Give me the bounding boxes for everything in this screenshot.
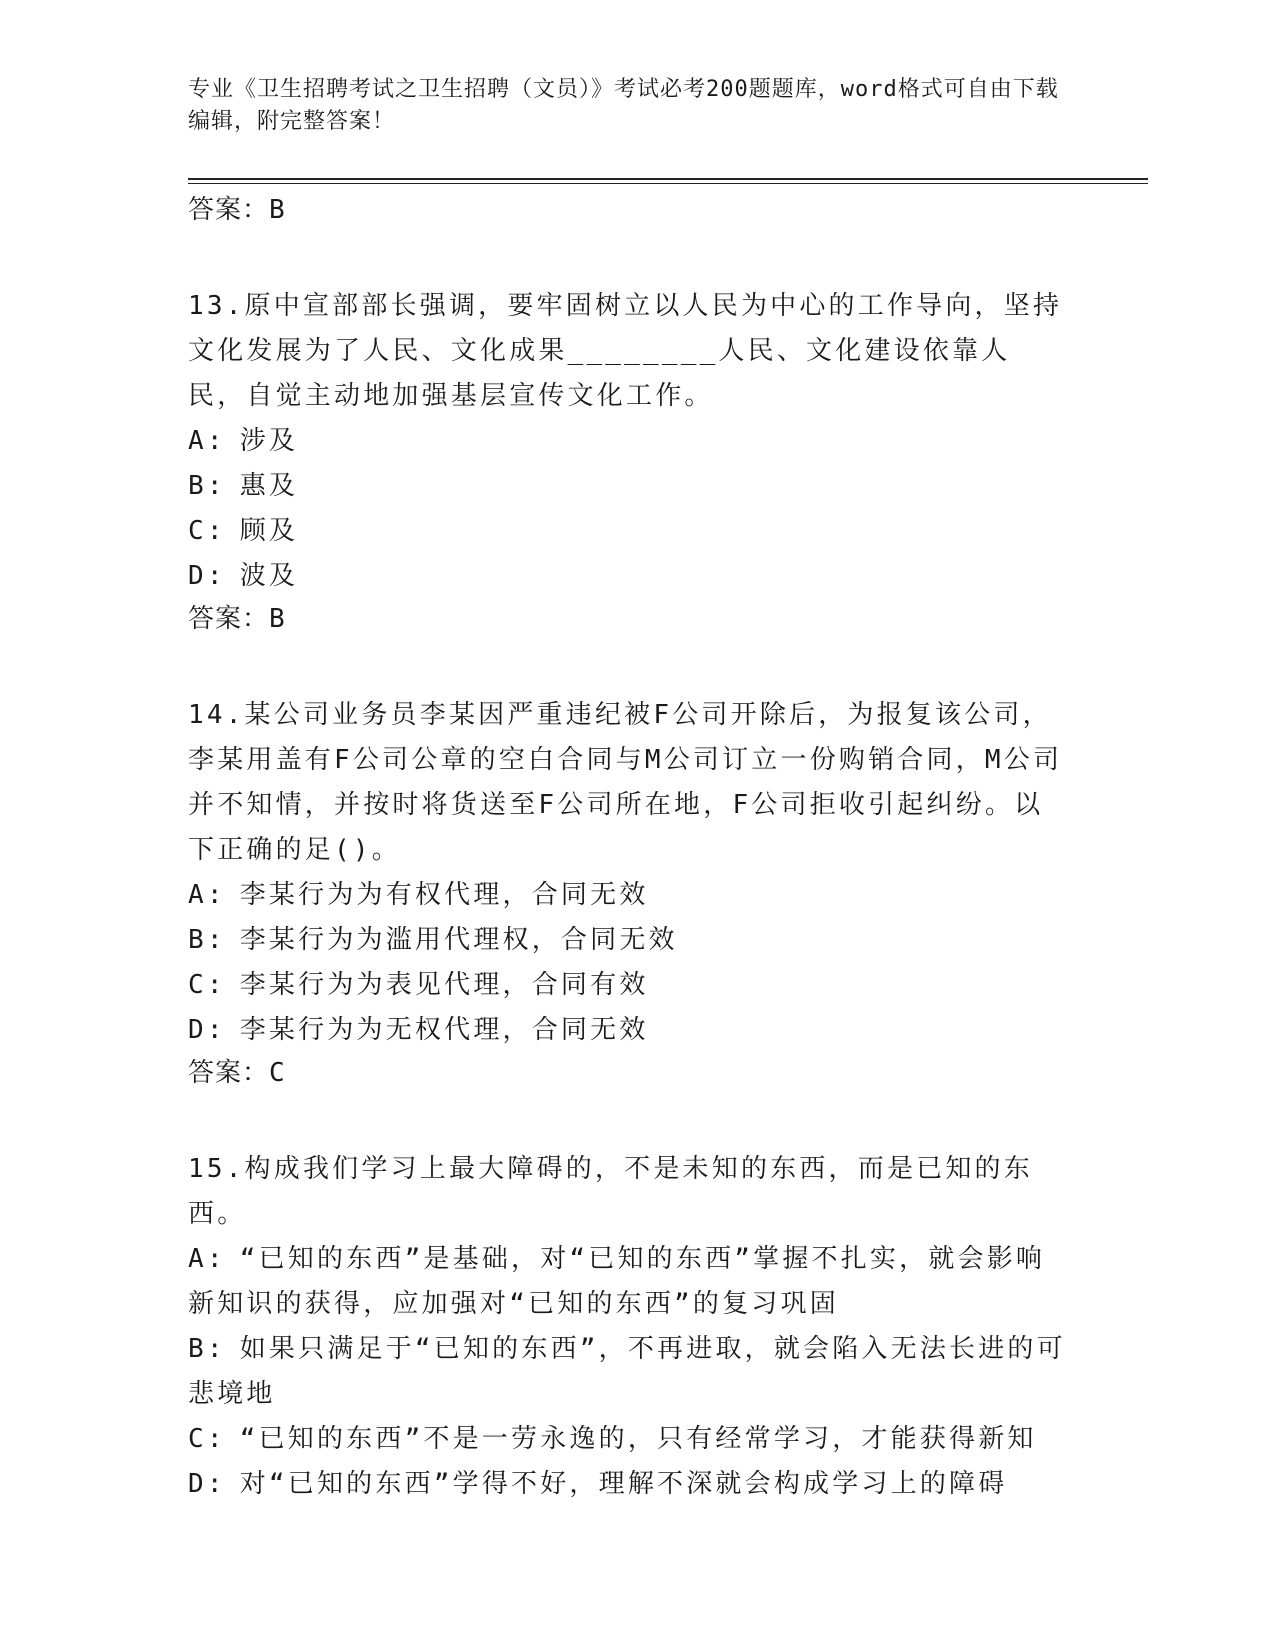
- option-d: [188, 1462, 1068, 1507]
- option-text: 惠及: [239, 471, 299, 501]
- option-text: 李某行为为有权代理，合同无效: [239, 880, 649, 910]
- option-label: C:: [188, 1424, 226, 1454]
- option-d: [188, 554, 1068, 599]
- option-c: [188, 1417, 1068, 1462]
- option-label: B:: [188, 471, 226, 501]
- question-14: [188, 693, 1068, 1093]
- question-stem: 14.某公司业务员李某因严重违纪被F公司开除后，为报复该公司，李某用盖有F公司公章的空白合同与M公司订立一份购销合同，M公司并不知情，并按时将货送至F公司所在地，F公司拒收引起纠纷。以下正确的足()。: [188, 700, 1063, 865]
- header-title: 专业《卫生招聘考试之卫生招聘（文员）》考试必考200题题库，word格式可自由下载编辑，附完整答案！: [188, 77, 1059, 134]
- option-a: [188, 419, 1068, 464]
- answer-line: 答案：C: [188, 1058, 286, 1088]
- document-header: [188, 74, 1068, 138]
- option-label: A:: [188, 880, 226, 910]
- option-text: “已知的东西”是基础，对“已知的东西”掌握不扎实，就会影响新知识的获得，应加强对“已知的东西”的复习巩固: [188, 1244, 1046, 1319]
- header-divider-thin: [188, 183, 1148, 184]
- option-text: 对“已知的东西”学得不好，理解不深就会构成学习上的障碍: [239, 1469, 1008, 1499]
- option-text: 李某行为为滥用代理权，合同无效: [239, 925, 678, 955]
- option-b: [188, 918, 1068, 963]
- option-a: [188, 873, 1068, 918]
- option-label: B:: [188, 1334, 226, 1364]
- option-b: [188, 1327, 1068, 1417]
- option-label: A:: [188, 1244, 226, 1274]
- question-stem: 13.原中宣部部长强调，要牢固树立以人民为中心的工作导向，坚持文化发展为了人民、文化成果________人民、文化建设依靠人民，自觉主动地加强基层宣传文化工作。: [188, 291, 1063, 411]
- document-body: [188, 190, 1068, 1507]
- option-text: 李某行为为表见代理，合同有效: [239, 970, 649, 1000]
- answer-line: 答案：B: [188, 604, 286, 634]
- option-label: A:: [188, 426, 226, 456]
- option-c: [188, 509, 1068, 554]
- option-text: 波及: [239, 561, 299, 591]
- option-text: 李某行为为无权代理，合同无效: [239, 1015, 649, 1045]
- option-label: B:: [188, 925, 226, 955]
- question-15: [188, 1147, 1068, 1507]
- option-a: [188, 1237, 1068, 1327]
- option-label: D:: [188, 561, 226, 591]
- option-text: 涉及: [239, 426, 299, 456]
- option-c: [188, 963, 1068, 1008]
- option-text: 顾及: [239, 516, 299, 546]
- option-text: 如果只满足于“已知的东西”，不再进取，就会陷入无法长进的可悲境地: [188, 1334, 1066, 1409]
- option-label: C:: [188, 970, 226, 1000]
- option-d: [188, 1008, 1068, 1053]
- previous-answer: 答案：B: [188, 195, 286, 225]
- option-label: D:: [188, 1469, 226, 1499]
- option-b: [188, 464, 1068, 509]
- question-13: [188, 284, 1068, 639]
- question-stem: 15.构成我们学习上最大障碍的，不是未知的东西，而是已知的东西。: [188, 1154, 1033, 1229]
- option-label: C:: [188, 516, 226, 546]
- option-text: “已知的东西”不是一劳永逸的，只有经常学习，才能获得新知: [239, 1424, 1037, 1454]
- header-divider-thick: [188, 178, 1148, 180]
- option-label: D:: [188, 1015, 226, 1045]
